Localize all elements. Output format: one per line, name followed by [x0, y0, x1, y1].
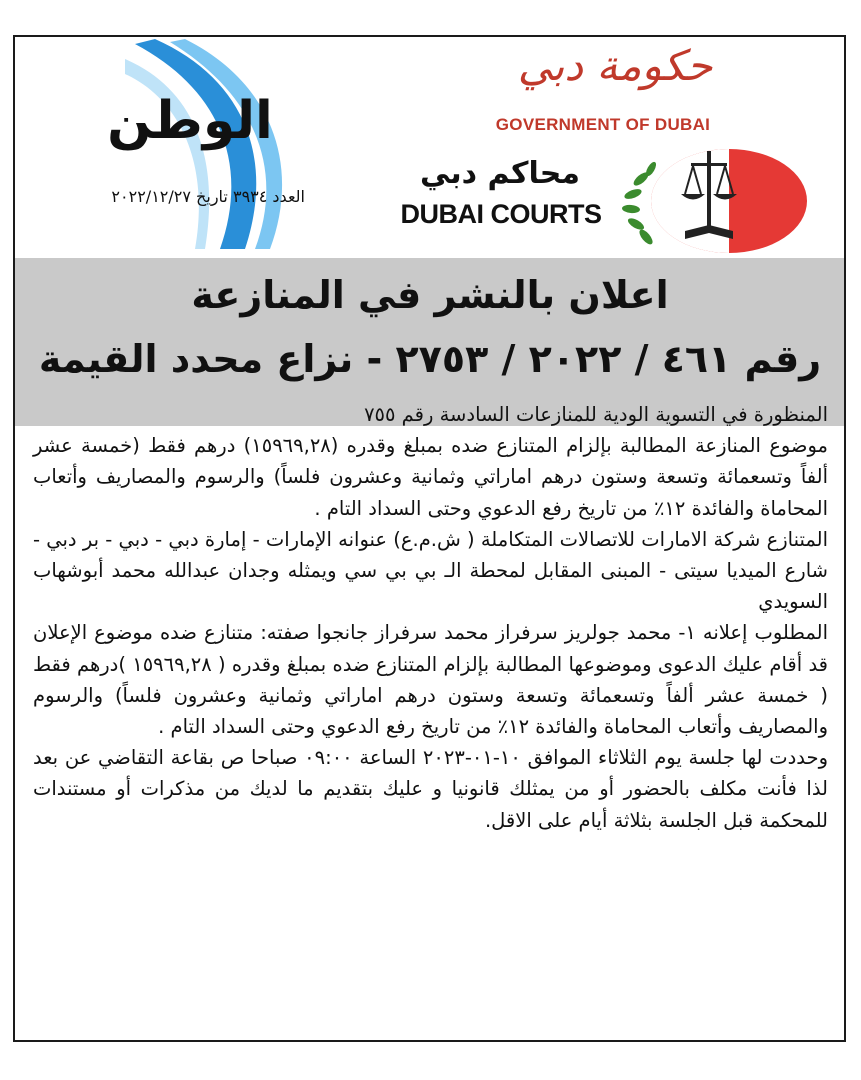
dubai-courts-emblem-icon — [611, 139, 811, 257]
paragraph-hearing: وحددت لها جلسة يوم الثلاثاء الموافق ١٠-٠١-٢٠٢٣ الساعة ٠٩:٠٠ صباحا ص بقاعة التقاضي عن بعد لذا فأنت مكلف بالحضور أو من يمثلك قانونيا و عليك بتقديم ما لديك من مذكرات أو مستندات للمحكمة قبل الجلسة بثلاثة أيام على الاقل. — [33, 746, 828, 832]
paragraph-subject: موضوع المنازعة المطالبة بإلزام المتنازع ضده بمبلغ وقدره (١٥٩٦٩,٢٨) درهم فقط (خمسة عشر ألفاً وتسعمائة وتسعة وستون درهم اماراتي وثمانية وعشرون فلساً) والرسوم والمصاريف وأتعاب المحاماة والفائدة ١٢٪ من تاريخ رفع الدعوي وحتى السداد التام . — [33, 434, 828, 520]
notice-frame — [13, 35, 846, 1042]
case-number-title: رقم ٤٦١ / ٢٠٢٢ / ٢٧٥٣ - نزاع محدد القيمة — [38, 337, 822, 381]
paragraph-claimant: المتنازع شركة الامارات للاتصالات المتكاملة ( ش.م.ع) عنوانه الإمارات - إمارة دبي - دبي - بر دبي - شارع الميديا سيتى - المبنى المقابل لمحطة الـ بي بي سي ويمثله وجدان عبدالله محمد أبوشهاب السويدي — [33, 527, 828, 614]
courts-name-ar: محاكم دبي — [420, 156, 580, 191]
paragraph-committee: المنظورة في التسوية الودية للمنازعات السادسة رقم ٧٥٥ — [364, 403, 828, 426]
government-name-en: GOVERNMENT OF DUBAI — [495, 115, 711, 134]
notice-title: اعلان بالنشر في المنازعة — [191, 273, 669, 317]
courts-name-en: DUBAI COURTS — [400, 199, 602, 229]
newspaper-logo: الوطن — [107, 91, 273, 151]
notice-body — [33, 399, 828, 836]
government-name-ar: حكومة دبي — [517, 41, 713, 90]
issue-line: العدد ٣٩٣٤ تاريخ ٢٠٢٢/١٢/٢٧ — [111, 187, 305, 206]
paragraph-defendant: المطلوب إعلانه ١- محمد جولريز سرفراز محمد سرفراز جانجوا صفته: متنازع ضده موضوع الإعلان قد أقام عليك الدعوى وموضوعها المطالبة بإلزام المتنازع ضده بمبلغ وقدره ( ١٥٩٦٩,٢٨ )درهم فقط ( خمسة عشر ألفاً وتسعمائة وتسعة وستون درهم اماراتي وثمانية وعشرون فلساً) والرسوم والمصاريف وأتعاب المحاماة والفائدة ١٢٪ من تاريخ رفع الدعوي وحتى السداد التام . — [33, 621, 829, 739]
